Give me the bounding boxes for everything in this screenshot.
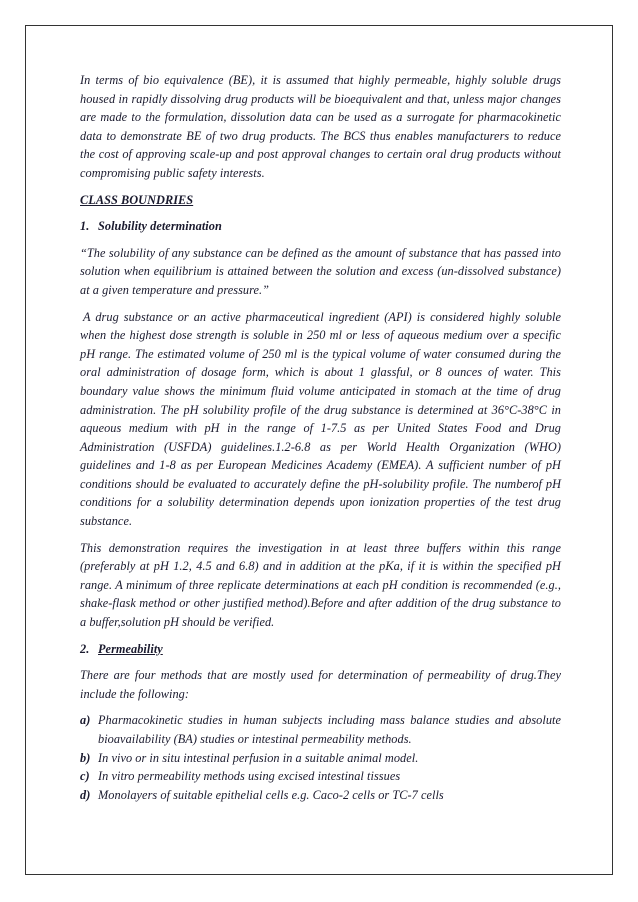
permeability-heading-number: 2. (80, 641, 90, 656)
permeability-methods-list (80, 711, 561, 804)
list-item (80, 711, 561, 748)
list-item (80, 767, 561, 786)
solubility-criteria-paragraph: A drug substance or an active pharmaceutical ingredient (API) is considered highly soluble when the highest dose strength is soluble in 250 ml or less of aqueous medium over a specific pH range. The estimated volume of 250 ml is the typical volume of water consumed during the oral administration of dosage form, which is about 1 glassful, or 8 ounces of water. This boundary value shows the minimum fluid volume anticipated in stomach at the time of drug administration. The pH solubility profile of the drug substance is determined at 36°C-38°C in aqueous medium with pH in the range of 1-7.5 as per United States Food and Drug Administration (USFDA) guidelines.1.2-6.8 as per World Health Organization (WHO) guidelines and 1-8 as per European Medicines Academy (EMEA). A sufficient number of pH conditions should be evaluated to accurately define the pH-solubility profile. The numberof pH conditions for a solubility determination depends upon ionization properties of the test drug substance. (80, 309, 561, 529)
list-item-text: In vivo or in situ intestinal perfusion in a suitable animal model. (98, 750, 419, 765)
solubility-heading-text: Solubility determination (98, 219, 222, 234)
list-item (80, 749, 561, 768)
list-item-marker: d) (80, 787, 91, 802)
solubility-heading-number: 1. (80, 219, 90, 234)
list-item-text: Monolayers of suitable epithelial cells e.g. Caco-2 cells or TC-7 cells (98, 787, 444, 802)
list-item (80, 786, 561, 805)
permeability-heading-text: Permeability (98, 641, 163, 656)
permeability-intro-paragraph: There are four methods that are mostly used for determination of permeability of drug.They include the following: (80, 668, 561, 701)
intro-paragraph: In terms of bio equivalence (BE), it is assumed that highly permeable, highly soluble drugs housed in rapidly dissolving drug products will be bioequivalent and that, unless major changes are made to the formulation, dissolution data can be used as a surrogate for pharmacokinetic data to demonstrate BE of two drug products. The BCS thus enables manufacturers to reduce the cost of approving scale-up and post approval changes to certain oral drug products without compromising public safety interests. (80, 73, 561, 180)
list-item-marker: c) (80, 769, 90, 784)
document-body (80, 71, 561, 804)
list-item-text: Pharmacokinetic studies in human subjects including mass balance studies and absolute bioavailability (BA) studies or intestinal permeability methods. (98, 713, 561, 746)
permeability-heading (80, 640, 561, 659)
list-item-marker: a) (80, 713, 91, 728)
class-boundaries-heading: CLASS BOUNDRIES (80, 192, 194, 207)
solubility-heading (80, 217, 561, 236)
list-item-text: In vitro permeability methods using excised intestinal tissues (98, 769, 401, 784)
solubility-demonstration-paragraph: This demonstration requires the investigation in at least three buffers within this range (preferably at pH 1.2, 4.5 and 6.8) and in addition at the pKa, if it is within the specified pH range. A minimum of three replicate determinations at each pH condition is recommended (e.g., shake-flask method or other justified method).Before and after addition of the drug substance to a buffer,solution pH should be verified. (80, 540, 561, 630)
list-item-marker: b) (80, 750, 91, 765)
solubility-definition-paragraph: “The solubility of any substance can be defined as the amount of substance that has passed into solution when equilibrium is attained between the solution and excess (un-dissolved substance) at a given temperature and pressure.” (80, 245, 561, 297)
